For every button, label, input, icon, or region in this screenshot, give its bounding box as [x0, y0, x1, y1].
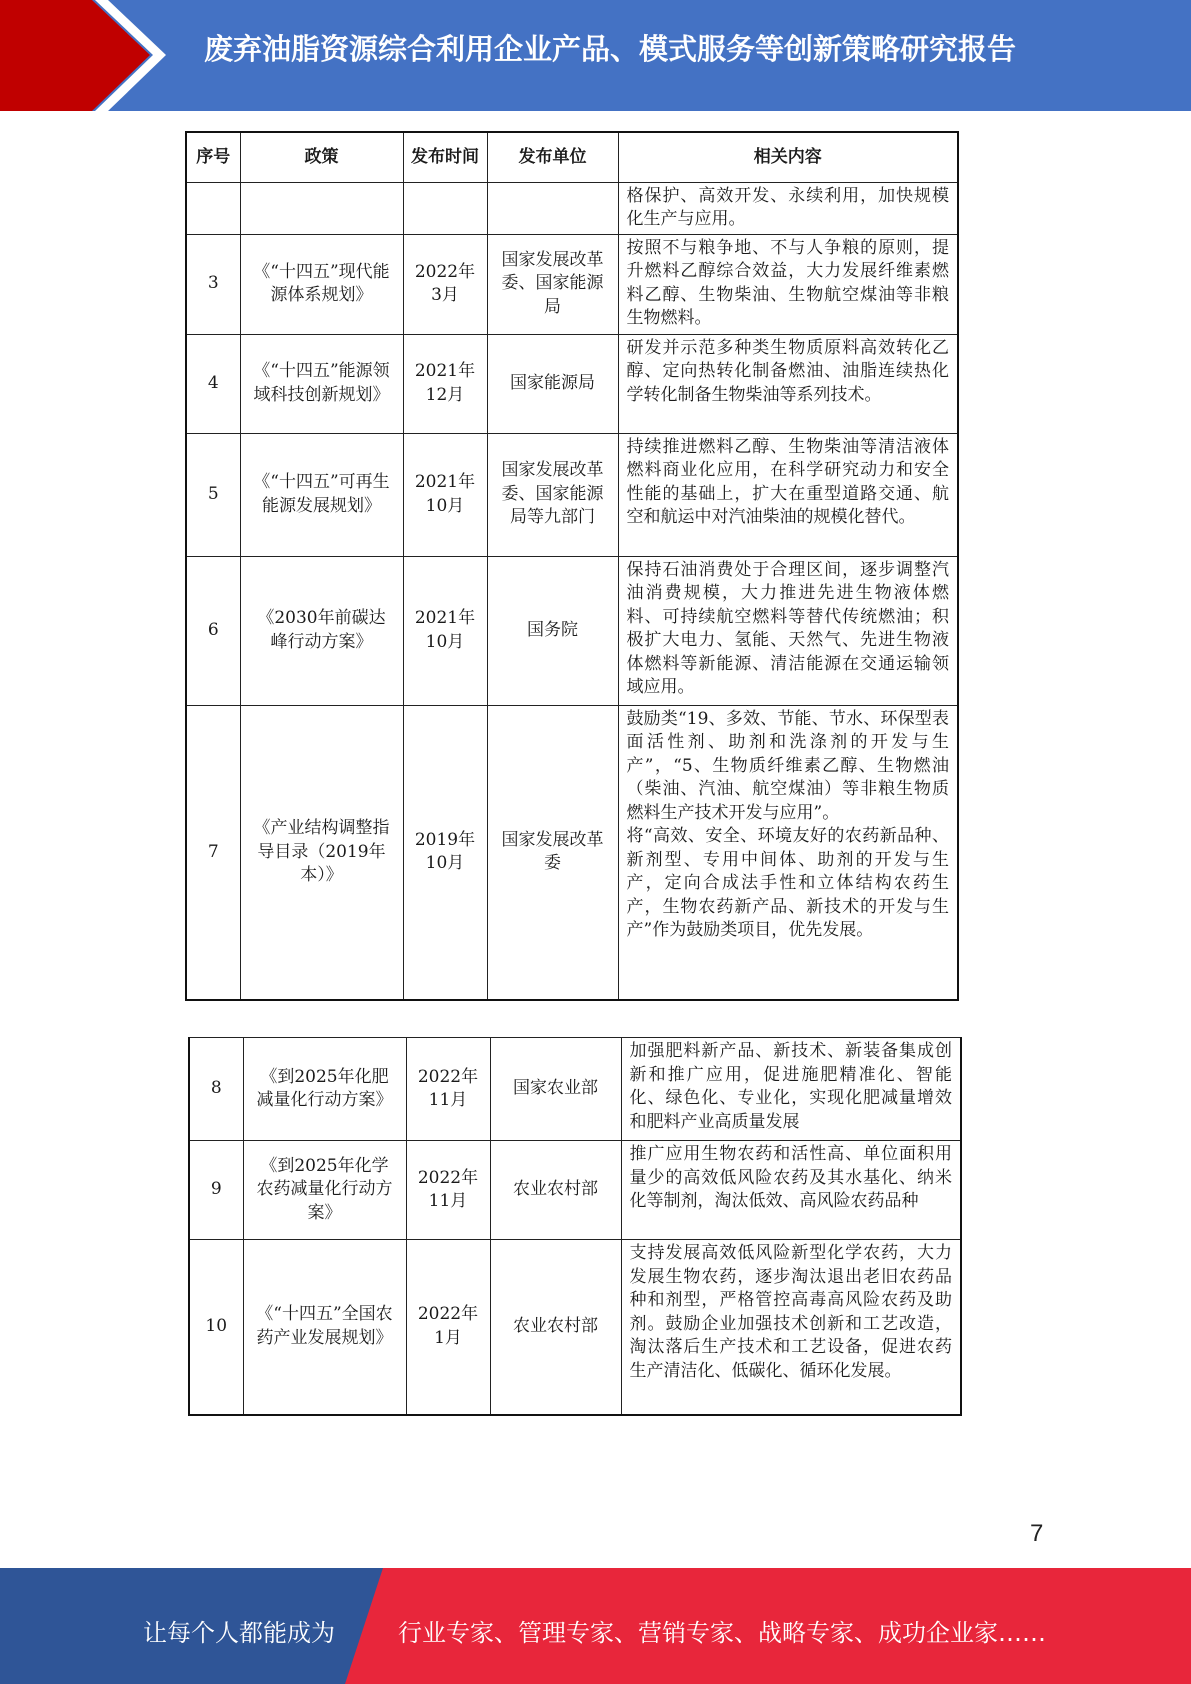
- row-policy: 《“十四五”全国农药产业发展规划》: [243, 1240, 406, 1415]
- row-policy: [240, 182, 403, 234]
- row-policy: 《2030年前碳达峰行动方案》: [240, 556, 403, 705]
- row-policy: 《到2025年化学农药减量化行动方案》: [243, 1141, 406, 1240]
- footer-slogan-right: 行业专家、管理专家、营销专家、战略专家、成功企业家……: [398, 1619, 1046, 1647]
- row-content: 加强肥料新产品、新技术、新装备集成创新和推广应用，促进施肥精准化、智能化、绿色化、专业化，实现化肥减量增效和肥料产业高质量发展: [621, 1038, 961, 1141]
- row-content: 格保护、高效开发、永续利用，加快规模化生产与应用。: [618, 182, 958, 234]
- row-policy: 《“十四五”现代能源体系规划》: [240, 234, 403, 334]
- table-row: [186, 182, 958, 234]
- row-policy: 《“十四五”能源领域科技创新规划》: [240, 334, 403, 433]
- row-issuer: 国家发展改革委: [487, 705, 618, 1000]
- table-row: [186, 234, 958, 334]
- row-no: 6: [186, 556, 240, 705]
- row-no: 9: [189, 1141, 243, 1240]
- row-issuer: 农业农村部: [490, 1141, 621, 1240]
- table-row: [189, 1240, 961, 1415]
- row-issuer: 国务院: [487, 556, 618, 705]
- table-row: [189, 1038, 961, 1141]
- row-policy: 《“十四五”可再生能源发展规划》: [240, 433, 403, 556]
- row-content: 持续推进燃料乙醇、生物柴油等清洁液体燃料商业化应用，在科学研究动力和安全性能的基础上，扩大在重型道路交通、航空和航运中对汽油柴油的规模化替代。: [618, 433, 958, 556]
- row-date: 2021年10月: [403, 433, 487, 556]
- policy-table: [185, 131, 959, 1001]
- row-content: 推广应用生物农药和活性高、单位面积用量少的高效低风险农药及其水基化、纳米化等制剂，淘汰低效、高风险农药品种: [621, 1141, 961, 1240]
- row-issuer: 国家发展改革委、国家能源局: [487, 234, 618, 334]
- row-content: [618, 705, 958, 1000]
- page-header: [0, 0, 1191, 111]
- footer-slogan-left: 让每个人都能成为: [143, 1619, 335, 1647]
- row-date: 2021年12月: [403, 334, 487, 433]
- header-no: 序号: [186, 132, 240, 182]
- table-row: [189, 1141, 961, 1240]
- header-issuer: 发布单位: [487, 132, 618, 182]
- row-date: [403, 182, 487, 234]
- table-row: [186, 556, 958, 705]
- row-content: 研发并示范多种类生物质原料高效转化乙醇、定向热转化制备燃油、油脂连续热化学转化制备生物柴油等系列技术。: [618, 334, 958, 433]
- row-no: 4: [186, 334, 240, 433]
- row-date: 2022年3月: [403, 234, 487, 334]
- row-date: 2022年11月: [406, 1141, 490, 1240]
- policy-table-continued: [188, 1037, 962, 1416]
- table-row: [186, 705, 958, 1000]
- page-number: 7: [1030, 1520, 1044, 1547]
- row-issuer: 国家发展改革委、国家能源局等九部门: [487, 433, 618, 556]
- row-issuer: [487, 182, 618, 234]
- row-content: 支持发展高效低风险新型化学农药，大力发展生物农药，逐步淘汰退出老旧农药品种和剂型，严格管控高毒高风险农药及助剂。鼓励企业加强技术创新和工艺改造，淘汰落后生产技术和工艺设备，促进农药生产清洁化、低碳化、循环化发展。: [621, 1240, 961, 1415]
- row-policy: 《到2025年化肥减量化行动方案》: [243, 1038, 406, 1141]
- page-title: 废弃油脂资源综合利用企业产品、模式服务等创新策略研究报告: [203, 32, 1016, 66]
- row-issuer: 农业农村部: [490, 1240, 621, 1415]
- header-content: 相关内容: [618, 132, 958, 182]
- row-content: 按照不与粮争地、不与人争粮的原则，提升燃料乙醇综合效益，大力发展纤维素燃料乙醇、生物柴油、生物航空煤油等非粮生物燃料。: [618, 234, 958, 334]
- row-date: 2021年10月: [403, 556, 487, 705]
- row-no: [186, 182, 240, 234]
- row-no: 5: [186, 433, 240, 556]
- row-date: 2019年10月: [403, 705, 487, 1000]
- row-no: 8: [189, 1038, 243, 1141]
- table-row: [186, 433, 958, 556]
- row-content-para: 将“高效、安全、环境友好的农药新品种、新剂型、专用中间体、助剂的开发与生产，定向合成法手性和立体结构农药生产，生物农药新产品、新技术的开发与生产”作为鼓励类项目，优先发展。: [626, 826, 949, 940]
- row-no: 3: [186, 234, 240, 334]
- table-row: [186, 334, 958, 433]
- header-date: 发布时间: [403, 132, 487, 182]
- row-issuer: 国家农业部: [490, 1038, 621, 1141]
- table-header-row: [186, 132, 958, 182]
- row-policy: 《产业结构调整指导目录（2019年本）》: [240, 705, 403, 1000]
- row-content-para: 鼓励类“19、多效、节能、节水、环保型表面活性剂、助剂和洗涤剂的开发与生产”，“5、生物质纤维素乙醇、生物燃油（柴油、汽油、航空煤油）等非粮生物质燃料生产技术开发与应用”。: [626, 708, 949, 823]
- row-no: 7: [186, 705, 240, 1000]
- row-content: 保持石油消费处于合理区间，逐步调整汽油消费规模，大力推进先进生物液体燃料、可持续航空燃料等替代传统燃油；积极扩大电力、氢能、天然气、先进生物液体燃料等新能源、清洁能源在交通运输领域应用。: [618, 556, 958, 705]
- row-date: 2022年11月: [406, 1038, 490, 1141]
- row-issuer: 国家能源局: [487, 334, 618, 433]
- header-policy: 政策: [240, 132, 403, 182]
- row-no: 10: [189, 1240, 243, 1415]
- row-date: 2022年1月: [406, 1240, 490, 1415]
